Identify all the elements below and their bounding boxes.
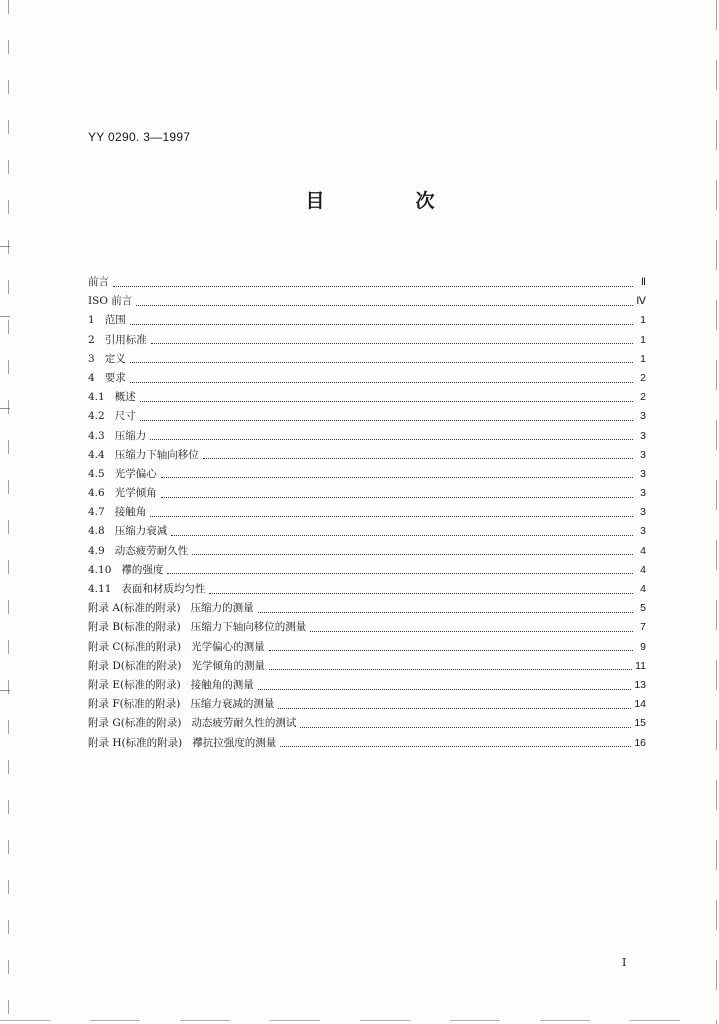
table-of-contents [88, 273, 646, 753]
toc-entry-page: 11 [635, 659, 646, 672]
toc-entry-label: 1 范围 [88, 314, 126, 327]
toc-entry-label: 附录 A(标准的附录) 压缩力的测量 [88, 602, 254, 615]
toc-entry-label: 附录 E(标准的附录) 接触角的测量 [88, 678, 254, 691]
toc-entry-page: 4 [640, 563, 646, 576]
toc-entry[interactable] [88, 542, 646, 561]
toc-leader-dots [130, 323, 633, 325]
toc-entry-label: 附录 B(标准的附录) 压缩力下轴向移位的测量 [88, 621, 307, 634]
toc-entry[interactable] [88, 311, 646, 330]
toc-leader-dots [269, 668, 632, 670]
toc-entry-label: 4.3 压缩力 [88, 429, 147, 442]
toc-entry-page: 9 [640, 640, 646, 653]
scan-mark [0, 690, 10, 691]
toc-entry-page: 1 [640, 333, 646, 346]
toc-entry[interactable] [88, 734, 646, 753]
toc-entry[interactable] [88, 407, 646, 426]
toc-leader-dots [280, 745, 631, 747]
toc-entry[interactable] [88, 427, 646, 446]
toc-entry-label: 4.8 压缩力衰减 [88, 525, 168, 538]
toc-leader-dots [113, 285, 633, 287]
toc-entry-page: 14 [634, 698, 646, 711]
toc-entry[interactable] [88, 695, 646, 714]
toc-entry[interactable] [88, 638, 646, 657]
toc-entry[interactable] [88, 446, 646, 465]
scan-edge-left [8, 0, 9, 1024]
toc-entry-label: 3 定义 [88, 352, 126, 365]
toc-entry-label: 4.1 概述 [88, 391, 136, 404]
toc-entry-label: 4.6 光学倾角 [88, 487, 157, 500]
toc-entry-page: 4 [640, 544, 646, 557]
toc-leader-dots [140, 400, 633, 402]
toc-entry-page: Ⅳ [636, 295, 646, 308]
toc-leader-dots [167, 572, 633, 574]
toc-leader-dots [300, 726, 631, 728]
scan-mark [0, 316, 10, 317]
toc-entry[interactable] [88, 484, 646, 503]
toc-entry[interactable] [88, 580, 646, 599]
toc-entry-page: 16 [634, 736, 646, 749]
toc-entry[interactable] [88, 369, 646, 388]
toc-entry[interactable] [88, 599, 646, 618]
toc-leader-dots [136, 304, 633, 306]
toc-entry-label: 附录 D(标准的附录) 光学倾角的测量 [88, 659, 265, 672]
toc-entry[interactable] [88, 273, 646, 292]
toc-entry-label: 附录 C(标准的附录) 光学偏心的测量 [88, 640, 265, 653]
scan-mark [0, 408, 10, 409]
toc-entry[interactable] [88, 522, 646, 541]
toc-entry-label: 4.7 接触角 [88, 506, 147, 519]
toc-entry-page: Ⅱ [640, 276, 646, 288]
toc-leader-dots [258, 611, 633, 613]
toc-entry-page: 13 [634, 678, 646, 691]
toc-entry[interactable] [88, 388, 646, 407]
toc-leader-dots [209, 592, 633, 594]
toc-entry-label: 4.2 尺寸 [88, 410, 136, 423]
toc-entry[interactable] [88, 676, 646, 695]
toc-entry-label: 附录 H(标准的附录) 襻抗拉强度的测量 [88, 736, 277, 749]
toc-entry-page: 4 [640, 583, 646, 595]
toc-entry-label: 4.4 压缩力下轴向移位 [88, 448, 199, 461]
toc-leader-dots [130, 381, 633, 383]
toc-leader-dots [140, 419, 633, 421]
toc-entry-label: ISO 前言 [88, 295, 133, 308]
toc-entry-page: 1 [640, 352, 646, 365]
toc-entry[interactable] [88, 503, 646, 522]
toc-entry-page: 15 [634, 717, 646, 730]
toc-entry-page: 3 [640, 467, 646, 480]
toc-leader-dots [161, 476, 633, 478]
document-code: YY 0290. 3—1997 [88, 130, 191, 144]
toc-leader-dots [192, 553, 633, 555]
toc-entry-label: 4.9 动态疲劳耐久性 [88, 544, 189, 557]
toc-entry-label: 4.5 光学偏心 [88, 467, 157, 480]
toc-entry-label: 4.10 襻的强度 [88, 563, 164, 576]
title-char-2: 次 [415, 190, 435, 212]
toc-entry[interactable] [88, 714, 646, 733]
toc-entry-label: 前言 [88, 276, 109, 288]
toc-entry-label: 2 引用标准 [88, 333, 147, 346]
toc-entry-page: 3 [640, 525, 646, 538]
toc-leader-dots [269, 649, 633, 651]
toc-entry-page: 3 [640, 448, 646, 461]
toc-leader-dots [161, 496, 633, 498]
toc-entry-page: 2 [640, 391, 646, 404]
toc-entry[interactable] [88, 618, 646, 637]
toc-entry[interactable] [88, 465, 646, 484]
toc-leader-dots [130, 361, 633, 363]
toc-entry[interactable] [88, 350, 646, 369]
scan-edge-right [716, 0, 717, 1024]
toc-entry-page: 3 [640, 487, 646, 500]
title-char-1: 目 [305, 190, 325, 212]
toc-leader-dots [151, 342, 633, 344]
toc-entry-label: 4.11 表面和材质均匀性 [88, 583, 206, 595]
toc-entry[interactable] [88, 561, 646, 580]
toc-entry-page: 3 [640, 429, 646, 442]
toc-entry-label: 附录 F(标准的附录) 压缩力衰减的测量 [88, 698, 275, 711]
toc-leader-dots [150, 438, 633, 440]
toc-entry[interactable] [88, 657, 646, 676]
toc-leader-dots [203, 457, 633, 459]
toc-leader-dots [278, 707, 631, 709]
scan-mark [0, 246, 10, 247]
toc-leader-dots [258, 688, 632, 690]
toc-entry-label: 附录 G(标准的附录) 动态疲劳耐久性的测试 [88, 717, 297, 730]
scan-edge-bottom [0, 1020, 719, 1021]
toc-entry-page: 7 [640, 621, 646, 634]
toc-entry-page: 1 [640, 314, 646, 327]
toc-entry-page: 3 [640, 506, 646, 519]
toc-leader-dots [150, 515, 633, 517]
page-title [300, 186, 440, 213]
toc-leader-dots [171, 534, 633, 536]
toc-entry-page: 5 [640, 602, 646, 615]
toc-entry-page: 3 [640, 410, 646, 423]
toc-entry-label: 4 要求 [88, 371, 126, 384]
toc-entry[interactable] [88, 292, 646, 311]
toc-leader-dots [310, 630, 633, 632]
toc-entry[interactable] [88, 331, 646, 350]
toc-entry-page: 2 [640, 371, 646, 384]
page-number: I [622, 956, 627, 969]
